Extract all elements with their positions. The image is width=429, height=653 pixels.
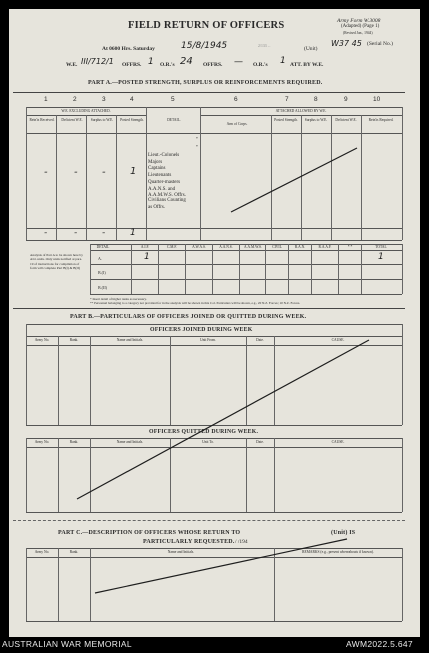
serial-value: W37 45 bbox=[331, 39, 362, 48]
col-head-2: Deficient W.E. bbox=[61, 118, 83, 122]
part-b-cancel-stroke bbox=[77, 340, 369, 499]
offrs2-label: OFFRS. bbox=[203, 62, 223, 68]
joined-head-cause: CAUSE. bbox=[331, 338, 345, 342]
analysis-row-label: A. bbox=[98, 256, 102, 261]
footer-institution: AUSTRALIAN WAR MEMORIAL bbox=[2, 639, 132, 649]
hand-col2: - bbox=[74, 167, 78, 178]
part-c-date-blank: / /194 bbox=[235, 539, 248, 545]
analysis-head: A.W.A.S. bbox=[192, 245, 206, 249]
col-head-1: Rein'ts Received. bbox=[29, 118, 55, 122]
col-num-9: 9 bbox=[344, 96, 348, 103]
part-b-heading: PART B.—PARTICULARS OF OFFICERS JOINED OR QUITTED DURING WEEK. bbox=[70, 314, 307, 320]
group-att-label: ATTACHED ALLOWED BY W.E. bbox=[275, 109, 327, 113]
part-c-head-name: Name and Initials. bbox=[167, 550, 195, 554]
we-value: III/712/1 bbox=[81, 57, 114, 66]
analysis-row-label: B.(II) bbox=[98, 285, 107, 290]
form-id-line1: Army Form W.3008 bbox=[337, 18, 381, 24]
offrs-value: 1 bbox=[148, 57, 154, 67]
at-label: At 0600 Hrs. Saturday bbox=[102, 46, 155, 52]
col-head-7: Posted Strength. bbox=[274, 118, 298, 122]
col-head-4: Posted Strength. bbox=[120, 118, 144, 122]
detail-item: Majors bbox=[148, 159, 163, 165]
detail-item: Quarter-masters bbox=[148, 179, 181, 185]
col-num-2: 2 bbox=[73, 96, 77, 103]
detail-item: Lieutenants bbox=[148, 173, 172, 179]
joined-head-unit-from: Unit From. bbox=[200, 338, 216, 342]
serial-label: (Serial No.) bbox=[367, 41, 393, 47]
part-c-heading: PART C.—DESCRIPTION OF OFFICERS WHOSE RETURN TO bbox=[58, 530, 241, 536]
part-c-cancel-stroke bbox=[95, 539, 347, 593]
offrs2-value: — bbox=[234, 57, 243, 67]
detail-item: A.A.M.W.S. Offrs. bbox=[148, 193, 186, 199]
analysis-head: R.A.N. bbox=[294, 245, 306, 249]
analysis-head: DETAIL bbox=[96, 245, 110, 249]
joined-title: OFFICERS JOINED DURING WEEK bbox=[150, 327, 253, 333]
analysis-head: A.A.M.W.S. bbox=[244, 245, 262, 249]
col-head-8: Surplus to W.E. bbox=[304, 118, 328, 122]
hand-col3: - bbox=[102, 167, 106, 178]
part-c-head-rank: Rank. bbox=[69, 550, 79, 554]
col-head-9: Deficient W.E. bbox=[335, 118, 357, 122]
joined-head-army-no: Army No. bbox=[34, 338, 50, 342]
quitted-title: OFFICERS QUITTED DURING WEEK. bbox=[149, 429, 259, 435]
total-col2: - bbox=[74, 228, 78, 238]
col-head-10: Rein'ts Required. bbox=[368, 118, 394, 122]
total-col1: - bbox=[44, 228, 48, 238]
col-head-6: Arm of Corps. bbox=[226, 122, 248, 126]
analysis-head: C.M.F. bbox=[167, 245, 177, 249]
form-title: FIELD RETURN OF OFFICERS bbox=[128, 20, 285, 31]
ors-value: 24 bbox=[180, 56, 193, 67]
col-num-8: 8 bbox=[314, 96, 318, 103]
analysis-note: Analysis of Part A to be shown here by ALL units. Only units notified at para. 19 of instructions for compilation of form will complete Part B(I) & B(II) bbox=[30, 253, 83, 271]
quitted-head-unit-to: Unit To. bbox=[202, 440, 214, 444]
quitted-head-date: Date. bbox=[256, 440, 264, 444]
analysis-total-value: 1 bbox=[378, 252, 384, 262]
hand-col1: - bbox=[44, 167, 48, 178]
col-num-4: 4 bbox=[130, 96, 134, 103]
detail-item: Lieut.-Colonels bbox=[148, 153, 180, 158]
part-a-cancel-stroke bbox=[231, 148, 357, 212]
detail-item: as Offrs. bbox=[148, 204, 166, 210]
part-c-head-remarks: REMARKS (e.g., present whereabouts if known). bbox=[302, 550, 374, 554]
col-num-5: 5 bbox=[171, 96, 175, 103]
col-num-1: 1 bbox=[44, 96, 48, 103]
detail-item: A.A.N.S. and bbox=[148, 186, 176, 192]
total-col4: 1 bbox=[130, 228, 136, 238]
analysis-aif-value: 1 bbox=[144, 252, 150, 262]
unit-stamp: 2/133 ... bbox=[258, 44, 271, 48]
quitted-head-army-no: Army No. bbox=[34, 440, 50, 444]
joined-head-name: Name and Initials. bbox=[116, 338, 144, 342]
part-c-unit-label: (Unit) IS bbox=[331, 530, 356, 536]
asterisk-mark: * bbox=[196, 137, 198, 141]
analysis-head: CIVIL bbox=[272, 245, 282, 249]
date-value: 15/8/1945 bbox=[181, 41, 228, 51]
footnote-1: * Insert detail of higher ranks as necessary. bbox=[90, 297, 147, 301]
col-num-7: 7 bbox=[285, 96, 289, 103]
form-id-line2: (Adapted) (Page 1) bbox=[341, 24, 380, 29]
offrs-label: OFFRS. bbox=[122, 62, 142, 68]
col-num-10: 10 bbox=[373, 96, 381, 103]
joined-head-rank: Rank. bbox=[69, 338, 79, 342]
analysis-head: * * bbox=[347, 245, 353, 249]
analysis-row-label: B.(I) bbox=[98, 270, 106, 275]
group-excl-label: W.E. EXCLUDING ATTACHED. bbox=[61, 109, 111, 113]
col-num-3: 3 bbox=[102, 96, 106, 103]
col-num-6: 6 bbox=[234, 96, 238, 103]
analysis-head: A.A.N.S. bbox=[219, 245, 233, 249]
asterisk-mark: * bbox=[196, 145, 198, 149]
part-c-head-army-no: Army No. bbox=[34, 550, 50, 554]
analysis-head: R.A.A.F. bbox=[318, 245, 332, 249]
ors-label: O.R.'s bbox=[160, 62, 175, 68]
col-head-3: Surplus to W.E. bbox=[90, 118, 114, 122]
joined-head-date: Date. bbox=[256, 338, 264, 342]
analysis-head: TOTAL bbox=[375, 245, 387, 249]
ors2-value: 1 bbox=[280, 56, 286, 66]
unit-label: (Unit) bbox=[304, 46, 318, 52]
hand-col4: 1 bbox=[130, 166, 137, 177]
we-label: W.E. bbox=[66, 62, 78, 68]
att-label: ATT. BY W.E. bbox=[290, 62, 324, 68]
quitted-head-rank: Rank. bbox=[69, 440, 79, 444]
footer-accession: AWM2022.5.647 bbox=[346, 639, 413, 649]
quitted-head-cause: CAUSE. bbox=[331, 440, 345, 444]
footnote-2: ** Personnel belonging to a category not provided for in the analysis will be shown in this Col. Particulars will be shown, e.g., 20 N.Z. Forces; 10 N.Z. Forces. bbox=[90, 301, 301, 305]
form-id-line3: (Revised Jan., 1944) bbox=[343, 31, 373, 35]
ors2-label: O.R.'s bbox=[253, 62, 268, 68]
part-a-heading: PART A.—POSTED STRENGTH, SURPLUS OR REINFORCEMENTS REQUIRED. bbox=[88, 80, 323, 86]
quitted-head-name: Name and Initials. bbox=[116, 440, 144, 444]
total-col3: - bbox=[102, 228, 106, 238]
detail-item: Civilians Counting bbox=[148, 198, 186, 204]
analysis-head: A.I.F. bbox=[140, 245, 150, 249]
col-head-5: DETAIL. bbox=[167, 118, 181, 122]
part-c-heading2: PARTICULARLY REQUESTED. bbox=[143, 539, 235, 545]
detail-item: Captains bbox=[148, 166, 166, 172]
